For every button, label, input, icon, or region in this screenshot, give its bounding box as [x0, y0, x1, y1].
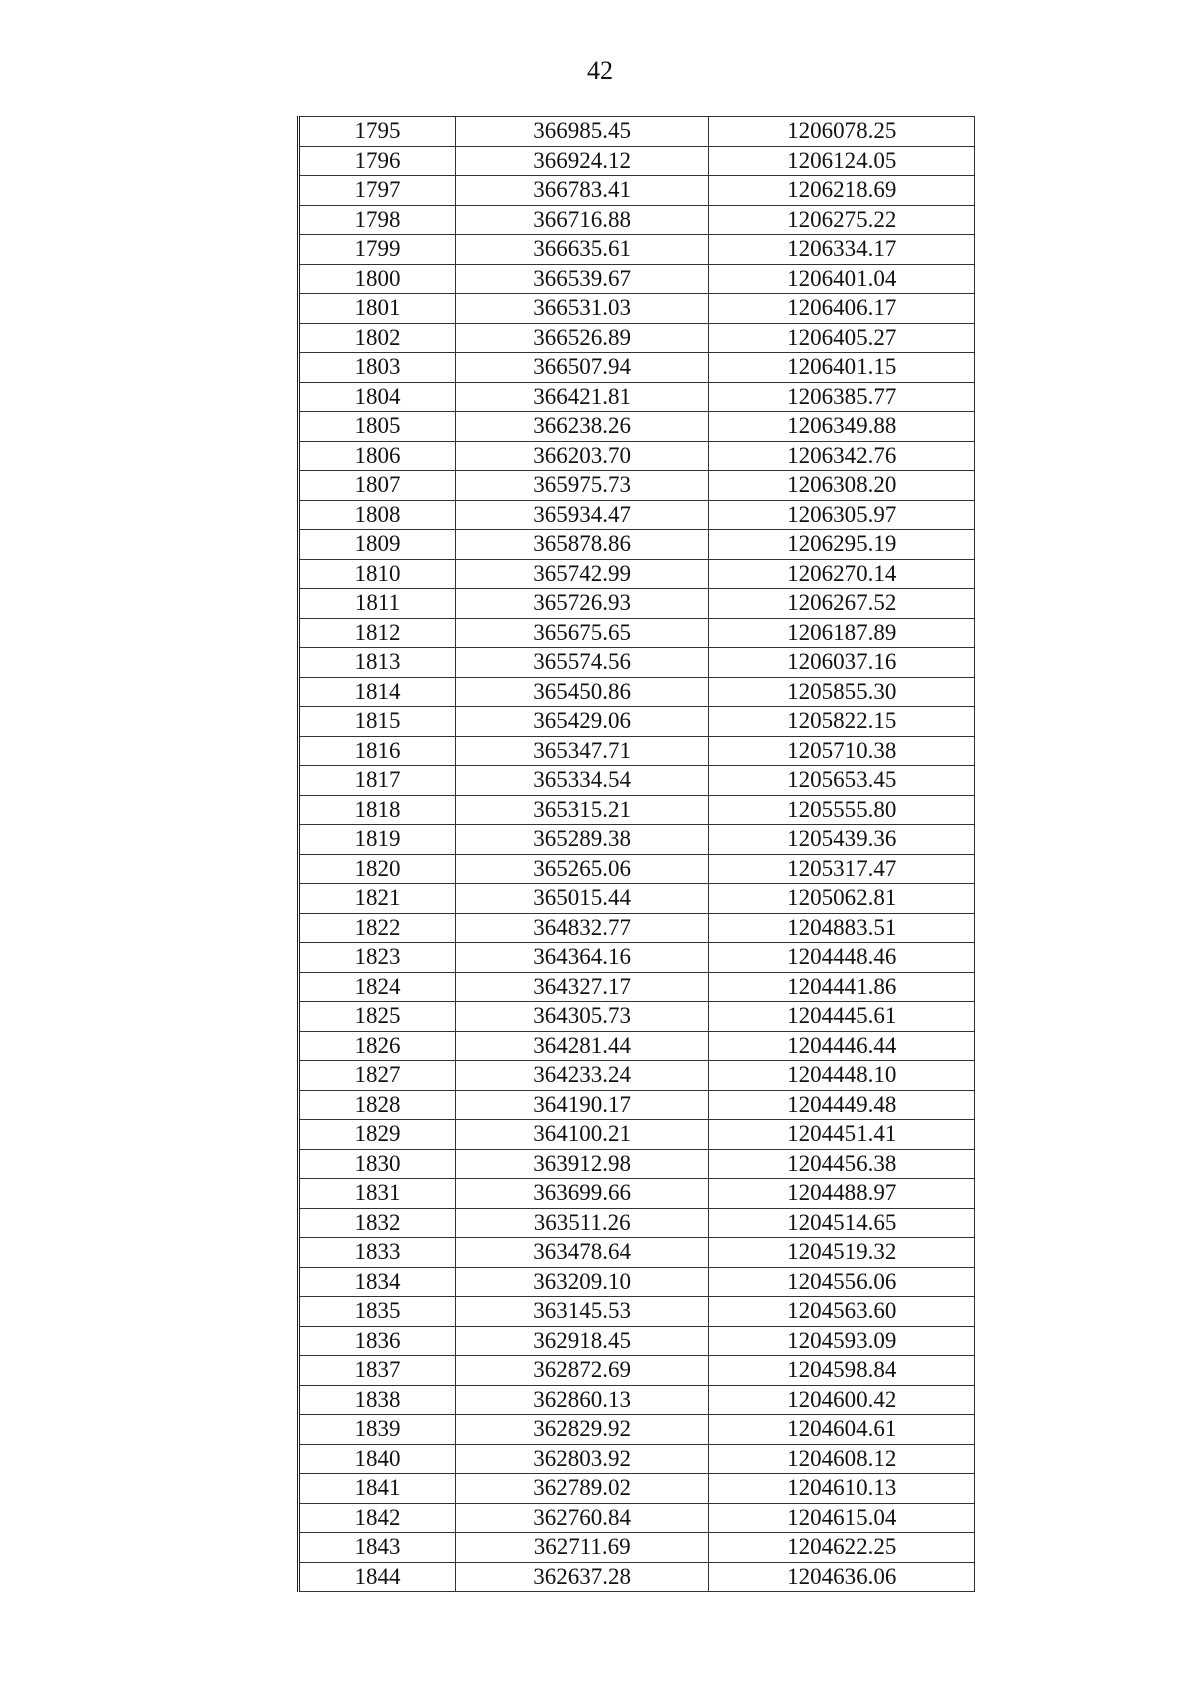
point-number-cell: 1835 [300, 1297, 455, 1327]
point-number-cell: 1838 [300, 1385, 455, 1415]
point-number-cell: 1805 [300, 412, 455, 442]
point-number-cell: 1810 [300, 559, 455, 589]
x-coordinate-cell: 366924.12 [455, 146, 709, 176]
table-row [300, 913, 975, 943]
point-number-cell: 1811 [300, 589, 455, 619]
table-row [300, 825, 975, 855]
table-row [300, 176, 975, 206]
table-row [300, 943, 975, 973]
y-coordinate-cell: 1204448.46 [709, 943, 975, 973]
point-number-cell: 1828 [300, 1090, 455, 1120]
x-coordinate-cell: 366539.67 [455, 264, 709, 294]
x-coordinate-cell: 363145.53 [455, 1297, 709, 1327]
x-coordinate-cell: 366507.94 [455, 353, 709, 383]
y-coordinate-cell: 1206308.20 [709, 471, 975, 501]
point-number-cell: 1843 [300, 1533, 455, 1563]
point-number-cell: 1803 [300, 353, 455, 383]
point-number-cell: 1841 [300, 1474, 455, 1504]
table-row [300, 235, 975, 265]
point-number-cell: 1834 [300, 1267, 455, 1297]
table-row [300, 854, 975, 884]
point-number-cell: 1795 [300, 117, 455, 147]
x-coordinate-cell: 364281.44 [455, 1031, 709, 1061]
table-row [300, 766, 975, 796]
y-coordinate-cell: 1206295.19 [709, 530, 975, 560]
point-number-cell: 1844 [300, 1562, 455, 1592]
table-row [300, 323, 975, 353]
y-coordinate-cell: 1205555.80 [709, 795, 975, 825]
y-coordinate-cell: 1204488.97 [709, 1179, 975, 1209]
point-number-cell: 1826 [300, 1031, 455, 1061]
x-coordinate-cell: 362918.45 [455, 1326, 709, 1356]
point-number-cell: 1839 [300, 1415, 455, 1445]
coordinates-table-body [300, 117, 975, 1592]
y-coordinate-cell: 1204446.44 [709, 1031, 975, 1061]
table-row [300, 736, 975, 766]
x-coordinate-cell: 365289.38 [455, 825, 709, 855]
table-row [300, 1061, 975, 1091]
y-coordinate-cell: 1205710.38 [709, 736, 975, 766]
table-row [300, 1267, 975, 1297]
y-coordinate-cell: 1206406.17 [709, 294, 975, 324]
y-coordinate-cell: 1206124.05 [709, 146, 975, 176]
table-row [300, 1356, 975, 1386]
x-coordinate-cell: 365574.56 [455, 648, 709, 678]
table-row [300, 1179, 975, 1209]
x-coordinate-cell: 364100.21 [455, 1120, 709, 1150]
x-coordinate-cell: 363209.10 [455, 1267, 709, 1297]
point-number-cell: 1818 [300, 795, 455, 825]
table-row [300, 264, 975, 294]
y-coordinate-cell: 1205855.30 [709, 677, 975, 707]
x-coordinate-cell: 365450.86 [455, 677, 709, 707]
table-row [300, 1238, 975, 1268]
table-row [300, 1415, 975, 1445]
x-coordinate-cell: 365975.73 [455, 471, 709, 501]
x-coordinate-cell: 364327.17 [455, 972, 709, 1002]
y-coordinate-cell: 1204883.51 [709, 913, 975, 943]
y-coordinate-cell: 1205439.36 [709, 825, 975, 855]
point-number-cell: 1825 [300, 1002, 455, 1032]
table-row [300, 1385, 975, 1415]
point-number-cell: 1802 [300, 323, 455, 353]
point-number-cell: 1831 [300, 1179, 455, 1209]
point-number-cell: 1832 [300, 1208, 455, 1238]
table-row [300, 530, 975, 560]
point-number-cell: 1833 [300, 1238, 455, 1268]
y-coordinate-cell: 1204636.06 [709, 1562, 975, 1592]
table-row [300, 1326, 975, 1356]
page-number: 42 [587, 56, 613, 85]
y-coordinate-cell: 1204563.60 [709, 1297, 975, 1327]
table-row [300, 1562, 975, 1592]
y-coordinate-cell: 1206270.14 [709, 559, 975, 589]
point-number-cell: 1823 [300, 943, 455, 973]
x-coordinate-cell: 365726.93 [455, 589, 709, 619]
y-coordinate-cell: 1206275.22 [709, 205, 975, 235]
table-row [300, 294, 975, 324]
table-row [300, 412, 975, 442]
point-number-cell: 1800 [300, 264, 455, 294]
x-coordinate-cell: 366531.03 [455, 294, 709, 324]
x-coordinate-cell: 365675.65 [455, 618, 709, 648]
point-number-cell: 1821 [300, 884, 455, 914]
y-coordinate-cell: 1206342.76 [709, 441, 975, 471]
x-coordinate-cell: 364364.16 [455, 943, 709, 973]
point-number-cell: 1840 [300, 1444, 455, 1474]
x-coordinate-cell: 362637.28 [455, 1562, 709, 1592]
y-coordinate-cell: 1204448.10 [709, 1061, 975, 1091]
point-number-cell: 1801 [300, 294, 455, 324]
x-coordinate-cell: 363699.66 [455, 1179, 709, 1209]
y-coordinate-cell: 1206187.89 [709, 618, 975, 648]
y-coordinate-cell: 1204449.48 [709, 1090, 975, 1120]
y-coordinate-cell: 1204615.04 [709, 1503, 975, 1533]
x-coordinate-cell: 365334.54 [455, 766, 709, 796]
x-coordinate-cell: 363511.26 [455, 1208, 709, 1238]
x-coordinate-cell: 362829.92 [455, 1415, 709, 1445]
point-number-cell: 1824 [300, 972, 455, 1002]
point-number-cell: 1807 [300, 471, 455, 501]
point-number-cell: 1804 [300, 382, 455, 412]
x-coordinate-cell: 365934.47 [455, 500, 709, 530]
y-coordinate-cell: 1206305.97 [709, 500, 975, 530]
y-coordinate-cell: 1204598.84 [709, 1356, 975, 1386]
point-number-cell: 1830 [300, 1149, 455, 1179]
x-coordinate-cell: 362789.02 [455, 1474, 709, 1504]
x-coordinate-cell: 366635.61 [455, 235, 709, 265]
y-coordinate-cell: 1206078.25 [709, 117, 975, 147]
point-number-cell: 1819 [300, 825, 455, 855]
point-number-cell: 1813 [300, 648, 455, 678]
x-coordinate-cell: 365742.99 [455, 559, 709, 589]
y-coordinate-cell: 1204556.06 [709, 1267, 975, 1297]
table-row [300, 972, 975, 1002]
y-coordinate-cell: 1206401.15 [709, 353, 975, 383]
y-coordinate-cell: 1206267.52 [709, 589, 975, 619]
point-number-cell: 1809 [300, 530, 455, 560]
x-coordinate-cell: 364305.73 [455, 1002, 709, 1032]
point-number-cell: 1796 [300, 146, 455, 176]
table-row [300, 1002, 975, 1032]
table-row [300, 500, 975, 530]
x-coordinate-cell: 366985.45 [455, 117, 709, 147]
table-row [300, 1503, 975, 1533]
table-row [300, 1444, 975, 1474]
table-row [300, 589, 975, 619]
table-row [300, 382, 975, 412]
x-coordinate-cell: 365265.06 [455, 854, 709, 884]
point-number-cell: 1842 [300, 1503, 455, 1533]
table-row [300, 884, 975, 914]
x-coordinate-cell: 362760.84 [455, 1503, 709, 1533]
table-row [300, 1120, 975, 1150]
x-coordinate-cell: 362803.92 [455, 1444, 709, 1474]
point-number-cell: 1806 [300, 441, 455, 471]
point-number-cell: 1816 [300, 736, 455, 766]
y-coordinate-cell: 1205822.15 [709, 707, 975, 737]
table-row [300, 1533, 975, 1563]
point-number-cell: 1827 [300, 1061, 455, 1091]
y-coordinate-cell: 1204514.65 [709, 1208, 975, 1238]
x-coordinate-cell: 364832.77 [455, 913, 709, 943]
x-coordinate-cell: 362872.69 [455, 1356, 709, 1386]
y-coordinate-cell: 1205653.45 [709, 766, 975, 796]
x-coordinate-cell: 366203.70 [455, 441, 709, 471]
table-row [300, 1208, 975, 1238]
y-coordinate-cell: 1204593.09 [709, 1326, 975, 1356]
y-coordinate-cell: 1204608.12 [709, 1444, 975, 1474]
table-row [300, 205, 975, 235]
x-coordinate-cell: 363478.64 [455, 1238, 709, 1268]
table-row [300, 559, 975, 589]
coordinates-table-container [297, 116, 975, 1592]
point-number-cell: 1822 [300, 913, 455, 943]
y-coordinate-cell: 1204600.42 [709, 1385, 975, 1415]
table-row [300, 1149, 975, 1179]
point-number-cell: 1799 [300, 235, 455, 265]
y-coordinate-cell: 1204451.41 [709, 1120, 975, 1150]
table-row [300, 117, 975, 147]
y-coordinate-cell: 1206385.77 [709, 382, 975, 412]
table-row [300, 618, 975, 648]
x-coordinate-cell: 366783.41 [455, 176, 709, 206]
x-coordinate-cell: 365015.44 [455, 884, 709, 914]
point-number-cell: 1829 [300, 1120, 455, 1150]
point-number-cell: 1798 [300, 205, 455, 235]
x-coordinate-cell: 365878.86 [455, 530, 709, 560]
table-row [300, 1031, 975, 1061]
table-row [300, 1474, 975, 1504]
y-coordinate-cell: 1205317.47 [709, 854, 975, 884]
table-row [300, 1090, 975, 1120]
y-coordinate-cell: 1204519.32 [709, 1238, 975, 1268]
y-coordinate-cell: 1204622.25 [709, 1533, 975, 1563]
point-number-cell: 1820 [300, 854, 455, 884]
y-coordinate-cell: 1206037.16 [709, 648, 975, 678]
y-coordinate-cell: 1206405.27 [709, 323, 975, 353]
table-row [300, 795, 975, 825]
x-coordinate-cell: 366716.88 [455, 205, 709, 235]
table-row [300, 677, 975, 707]
x-coordinate-cell: 365315.21 [455, 795, 709, 825]
table-row [300, 146, 975, 176]
point-number-cell: 1812 [300, 618, 455, 648]
x-coordinate-cell: 364190.17 [455, 1090, 709, 1120]
x-coordinate-cell: 365347.71 [455, 736, 709, 766]
y-coordinate-cell: 1206349.88 [709, 412, 975, 442]
table-row [300, 353, 975, 383]
x-coordinate-cell: 362860.13 [455, 1385, 709, 1415]
y-coordinate-cell: 1204456.38 [709, 1149, 975, 1179]
y-coordinate-cell: 1204610.13 [709, 1474, 975, 1504]
table-row [300, 1297, 975, 1327]
point-number-cell: 1837 [300, 1356, 455, 1386]
y-coordinate-cell: 1204445.61 [709, 1002, 975, 1032]
table-row [300, 441, 975, 471]
x-coordinate-cell: 363912.98 [455, 1149, 709, 1179]
table-row [300, 648, 975, 678]
x-coordinate-cell: 366526.89 [455, 323, 709, 353]
y-coordinate-cell: 1204604.61 [709, 1415, 975, 1445]
point-number-cell: 1815 [300, 707, 455, 737]
point-number-cell: 1808 [300, 500, 455, 530]
point-number-cell: 1814 [300, 677, 455, 707]
y-coordinate-cell: 1204441.86 [709, 972, 975, 1002]
x-coordinate-cell: 362711.69 [455, 1533, 709, 1563]
y-coordinate-cell: 1206401.04 [709, 264, 975, 294]
coordinates-table [300, 116, 975, 1592]
y-coordinate-cell: 1206334.17 [709, 235, 975, 265]
y-coordinate-cell: 1206218.69 [709, 176, 975, 206]
y-coordinate-cell: 1205062.81 [709, 884, 975, 914]
x-coordinate-cell: 365429.06 [455, 707, 709, 737]
table-row [300, 471, 975, 501]
x-coordinate-cell: 364233.24 [455, 1061, 709, 1091]
x-coordinate-cell: 366421.81 [455, 382, 709, 412]
point-number-cell: 1817 [300, 766, 455, 796]
x-coordinate-cell: 366238.26 [455, 412, 709, 442]
point-number-cell: 1797 [300, 176, 455, 206]
table-row [300, 707, 975, 737]
point-number-cell: 1836 [300, 1326, 455, 1356]
